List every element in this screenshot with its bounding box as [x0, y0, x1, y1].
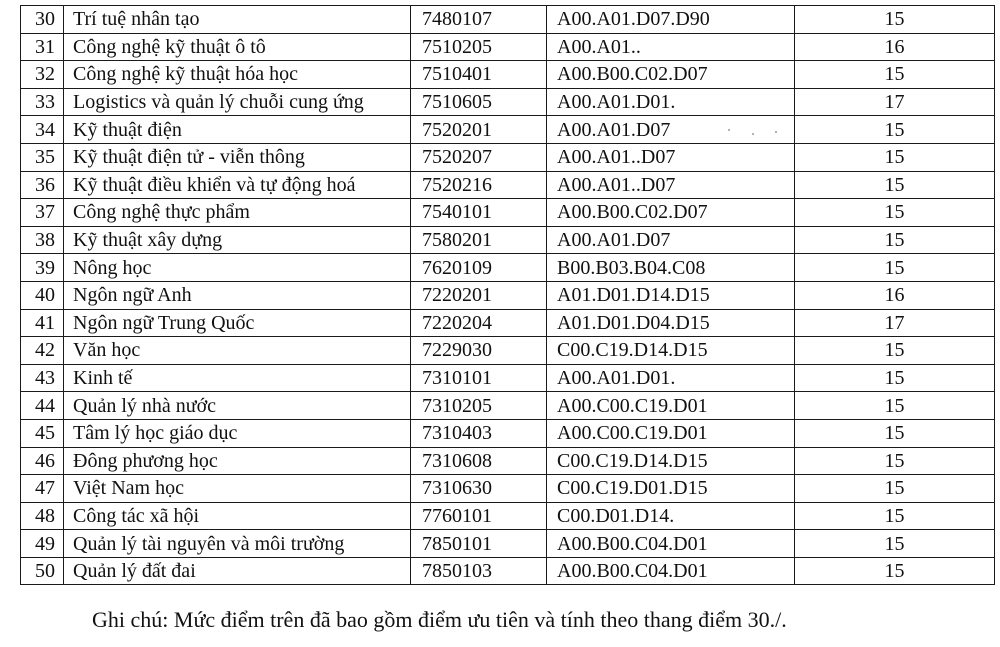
subject-combination: A00.A01.. [547, 33, 795, 61]
admission-score: 17 [795, 309, 995, 337]
admission-score: 15 [795, 116, 995, 144]
row-number: 31 [21, 33, 64, 61]
table-row [21, 364, 995, 392]
subject-combination: A00.B00.C04.D01 [547, 530, 795, 558]
row-number: 30 [21, 6, 64, 34]
row-number: 37 [21, 199, 64, 227]
admission-score: 15 [795, 364, 995, 392]
table-row [21, 116, 995, 144]
subject-combination: A00.A01..D07 [547, 143, 795, 171]
major-name: Ngôn ngữ Anh [64, 281, 411, 309]
major-code: 7850103 [411, 557, 547, 585]
major-name: Quản lý tài nguyên và môi trường [64, 530, 411, 558]
admission-score: 15 [795, 502, 995, 530]
row-number: 49 [21, 530, 64, 558]
row-number: 48 [21, 502, 64, 530]
table-row [21, 392, 995, 420]
row-number: 41 [21, 309, 64, 337]
major-code: 7310630 [411, 475, 547, 503]
row-number: 36 [21, 171, 64, 199]
admission-score: 15 [795, 557, 995, 585]
subject-combination: A00.C00.C19.D01 [547, 392, 795, 420]
major-code: 7850101 [411, 530, 547, 558]
admission-score-table [20, 5, 995, 585]
admission-score: 15 [795, 254, 995, 282]
row-number: 42 [21, 337, 64, 365]
table-row [21, 281, 995, 309]
admission-score: 15 [795, 226, 995, 254]
table-row [21, 199, 995, 227]
major-name: Kỹ thuật điện [64, 116, 411, 144]
row-number: 35 [21, 143, 64, 171]
table-row [21, 33, 995, 61]
row-number: 38 [21, 226, 64, 254]
major-name: Đông phương học [64, 447, 411, 475]
admission-score: 16 [795, 33, 995, 61]
admission-score: 15 [795, 419, 995, 447]
admission-score: 15 [795, 6, 995, 34]
major-code: 7480107 [411, 6, 547, 34]
major-code: 7310101 [411, 364, 547, 392]
subject-combination: C00.D01.D14. [547, 502, 795, 530]
subject-combination: A00.A01.D01. [547, 364, 795, 392]
major-code: 7310403 [411, 419, 547, 447]
table-row [21, 226, 995, 254]
admission-score: 15 [795, 392, 995, 420]
major-code: 7520216 [411, 171, 547, 199]
major-code: 7510401 [411, 61, 547, 89]
major-name: Công tác xã hội [64, 502, 411, 530]
major-name: Trí tuệ nhân tạo [64, 6, 411, 34]
subject-combination: A00.C00.C19.D01 [547, 419, 795, 447]
row-number: 43 [21, 364, 64, 392]
table-row [21, 171, 995, 199]
major-code: 7580201 [411, 226, 547, 254]
scan-speck [728, 129, 730, 131]
footnote: Ghi chú: Mức điểm trên đã bao gồm điểm ưu tiên và tính theo thang điểm 30./. [92, 607, 787, 632]
major-name: Nông học [64, 254, 411, 282]
major-code: 7510205 [411, 33, 547, 61]
major-name: Kỹ thuật điện tử - viễn thông [64, 143, 411, 171]
major-code: 7520201 [411, 116, 547, 144]
admission-score: 15 [795, 61, 995, 89]
major-name: Quản lý nhà nước [64, 392, 411, 420]
major-name: Logistics và quản lý chuỗi cung ứng [64, 88, 411, 116]
subject-combination: A00.B00.C02.D07 [547, 61, 795, 89]
major-code: 7220204 [411, 309, 547, 337]
table-row [21, 530, 995, 558]
major-name: Quản lý đất đai [64, 557, 411, 585]
row-number: 46 [21, 447, 64, 475]
row-number: 50 [21, 557, 64, 585]
admission-score: 15 [795, 447, 995, 475]
subject-combination: A00.A01.D07 [547, 226, 795, 254]
major-code: 7220201 [411, 281, 547, 309]
major-name: Kinh tế [64, 364, 411, 392]
major-code: 7540101 [411, 199, 547, 227]
subject-combination: A00.A01.D01. [547, 88, 795, 116]
major-name: Ngôn ngữ Trung Quốc [64, 309, 411, 337]
subject-combination: A00.A01..D07 [547, 171, 795, 199]
table-row [21, 254, 995, 282]
row-number: 39 [21, 254, 64, 282]
subject-combination: A00.B00.C04.D01 [547, 557, 795, 585]
table-row [21, 143, 995, 171]
table-row [21, 475, 995, 503]
table-row [21, 557, 995, 585]
major-name: Kỹ thuật điều khiển và tự động hoá [64, 171, 411, 199]
major-code: 7310608 [411, 447, 547, 475]
subject-combination: A00.B00.C02.D07 [547, 199, 795, 227]
subject-combination: A01.D01.D14.D15 [547, 281, 795, 309]
admission-score: 15 [795, 337, 995, 365]
table-row [21, 61, 995, 89]
scan-speck [752, 133, 754, 135]
major-code: 7620109 [411, 254, 547, 282]
row-number: 45 [21, 419, 64, 447]
row-number: 44 [21, 392, 64, 420]
subject-combination: B00.B03.B04.C08 [547, 254, 795, 282]
admission-score: 15 [795, 530, 995, 558]
subject-combination: A00.A01.D07 [547, 116, 795, 144]
subject-combination: C00.C19.D01.D15 [547, 475, 795, 503]
admission-score: 15 [795, 143, 995, 171]
major-code: 7310205 [411, 392, 547, 420]
table-row [21, 447, 995, 475]
major-code: 7760101 [411, 502, 547, 530]
major-name: Công nghệ thực phẩm [64, 199, 411, 227]
row-number: 32 [21, 61, 64, 89]
subject-combination: C00.C19.D14.D15 [547, 447, 795, 475]
row-number: 33 [21, 88, 64, 116]
major-name: Tâm lý học giáo dục [64, 419, 411, 447]
subject-combination: C00.C19.D14.D15 [547, 337, 795, 365]
table-row [21, 88, 995, 116]
admission-score: 16 [795, 281, 995, 309]
table-row [21, 337, 995, 365]
admission-score: 15 [795, 171, 995, 199]
major-code: 7510605 [411, 88, 547, 116]
major-name: Công nghệ kỹ thuật ô tô [64, 33, 411, 61]
admission-score: 15 [795, 475, 995, 503]
table-row [21, 309, 995, 337]
subject-combination: A01.D01.D04.D15 [547, 309, 795, 337]
major-name: Văn học [64, 337, 411, 365]
major-name: Việt Nam học [64, 475, 411, 503]
row-number: 40 [21, 281, 64, 309]
major-code: 7229030 [411, 337, 547, 365]
admission-score: 15 [795, 199, 995, 227]
table-row [21, 502, 995, 530]
admission-score: 17 [795, 88, 995, 116]
major-code: 7520207 [411, 143, 547, 171]
table-row [21, 419, 995, 447]
table-row [21, 6, 995, 34]
row-number: 47 [21, 475, 64, 503]
scan-speck [775, 131, 777, 133]
table-body [21, 6, 995, 585]
subject-combination: A00.A01.D07.D90 [547, 6, 795, 34]
row-number: 34 [21, 116, 64, 144]
major-name: Kỹ thuật xây dựng [64, 226, 411, 254]
major-name: Công nghệ kỹ thuật hóa học [64, 61, 411, 89]
